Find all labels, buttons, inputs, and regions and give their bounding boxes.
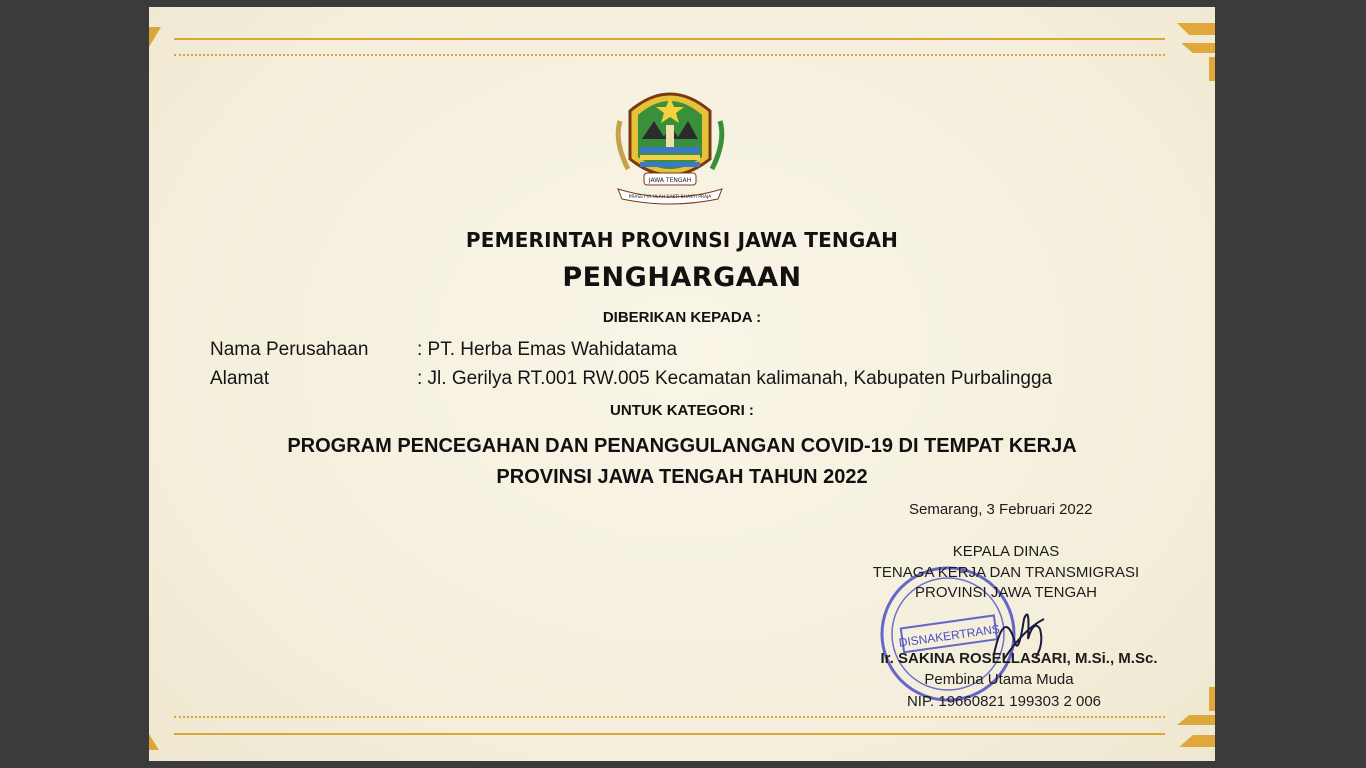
certificate-title: PENGHARGAAN: [562, 262, 802, 293]
bottom-dotted-line: [174, 716, 1165, 718]
left-corner-ornament-top: [149, 25, 163, 49]
place-date: Semarang, 3 Februari 2022: [909, 501, 1093, 518]
office-line1: KEPALA DINAS: [952, 543, 1060, 560]
company-name-label: Nama Perusahaan: [210, 339, 369, 360]
signatory-nip: NIP. 19660821 199303 2 006: [906, 693, 1102, 710]
program-title-line2: PROVINSI JAWA TENGAH TAHUN 2022: [496, 466, 868, 488]
left-corner-ornament-bottom: [149, 732, 163, 752]
certificate-page: [149, 7, 1215, 761]
bottom-gold-line: [174, 733, 1165, 735]
office-line2: TENAGA KERJA DAN TRANSMIGRASI: [872, 564, 1140, 581]
category-label: UNTUK KATEGORI :: [610, 402, 754, 419]
address-value: : Jl. Gerilya RT.001 RW.005 Kecamatan kalimanah, Kabupaten Purbalingga: [417, 368, 1053, 389]
office-line3: PROVINSI JAWA TENGAH: [915, 584, 1097, 601]
emblem-ribbon-text: JAWA TENGAH: [648, 177, 692, 184]
given-to-label: DIBERIKAN KEPADA :: [602, 309, 762, 326]
jawa-tengah-emblem: [610, 81, 730, 207]
signatory-name: Ir. SAKINA ROSELLASARI, M.Si., M.Sc.: [880, 650, 1158, 667]
address-label: Alamat: [210, 368, 270, 389]
top-dotted-line: [174, 54, 1165, 56]
right-corner-ornament-top: [1175, 21, 1215, 81]
right-corner-ornament-bottom: [1175, 687, 1215, 757]
signatory-rank: Pembina Utama Muda: [924, 671, 1074, 688]
company-name-value: : PT. Herba Emas Wahidatama: [417, 339, 678, 360]
emblem-motto-text: PRASETYA ULAH SAKTI BHAKTI PRAJA: [628, 195, 712, 200]
program-title-line1: PROGRAM PENCEGAHAN DAN PENANGGULANGAN COVID-19 DI TEMPAT KERJA: [287, 435, 1077, 457]
stamp-text: DISNAKERTRANS: [897, 621, 1001, 650]
government-heading: PEMERINTAH PROVINSI JAWA TENGAH: [465, 228, 899, 252]
top-gold-line: [174, 38, 1165, 40]
